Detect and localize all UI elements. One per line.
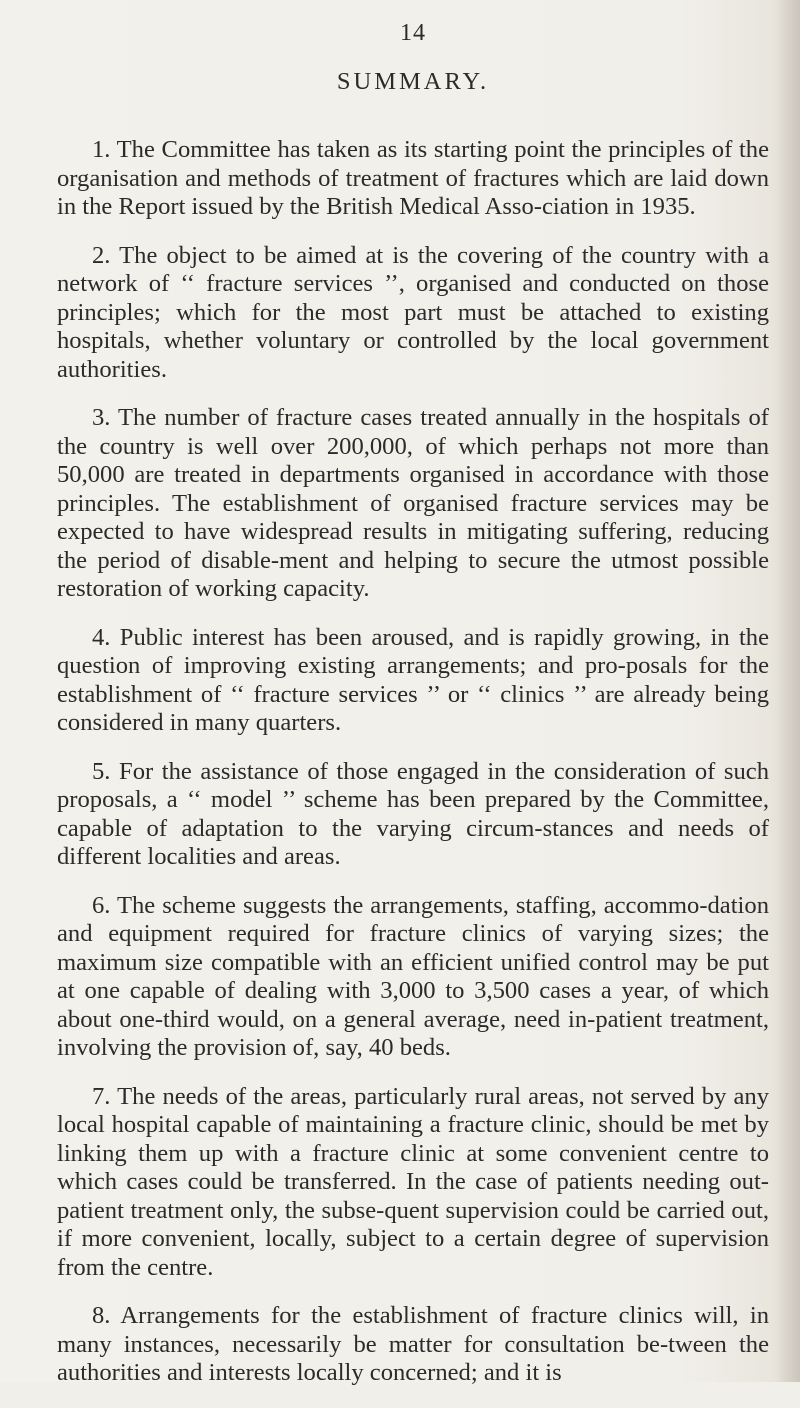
paragraph-6: 6. The scheme suggests the arrangements, staffing, accommo-dation and equipment required for fracture clinics of varying sizes; the maximum size compatible with an efficient unified control may be put at one capable of dealing with 3,000 to 3,500 cases a year, of which about one-third would, on a general average, need in-patient treatment, involving the provision of, say, 40 beds. <box>57 891 769 1061</box>
paragraph-4: 4. Public interest has been aroused, and is rapidly growing, in the question of improving existing arrangements; and pro-posals for the establishment of ‘‘ fracture services ’’ or ‘‘ clinics ’’ are already being considered in many quarters. <box>57 623 769 736</box>
paragraph-list <box>57 136 769 1408</box>
section-heading: SUMMARY. <box>336 68 490 95</box>
paragraph-1: 1. The Committee has taken as its starting point the principles of the organisation and methods of treatment of fractures which are laid down in the Report issued by the British Medical Asso-ciation in 1935. <box>57 136 769 220</box>
paragraph-8: 8. Arrangements for the establishment of fracture clinics will, in many instances, necessarily be matter for consultation be-tween the authorities and interests locally concerned; and it is <box>57 1302 769 1386</box>
page-number: 14 <box>400 20 426 46</box>
paragraph-7: 7. The needs of the areas, particularly rural areas, not served by any local hospital capable of maintaining a fracture clinic, should be met by linking them up with a fracture clinic at some convenient centre to which cases could be transferred. In the case of patients needing out-patient treatment only, the subse-quent supervision could be carried out, if more convenient, locally, subject to a certain degree of supervision from the centre. <box>57 1082 769 1281</box>
paragraph-3: 3. The number of fracture cases treated annually in the hospitals of the country is well over 200,000, of which perhaps not more than 50,000 are treated in departments organised in accordance with those principles. The establishment of organised fracture services may be expected to have widespread results in mitigating suffering, reducing the period of disable-ment and helping to secure the utmost possible restoration of working capacity. <box>57 404 769 602</box>
page-edge-shadow <box>776 0 800 1382</box>
paragraph-5: 5. For the assistance of those engaged in the consideration of such proposals, a ‘‘ model ’’ scheme has been prepared by the Committee, capable of adaptation to the varying circum-stances and needs of different localities and areas. <box>57 757 769 870</box>
paragraph-2: 2. The object to be aimed at is the covering of the country with a network of ‘‘ fracture services ’’, organised and conducted on those principles; which for the most part must be attached to existing hospitals, whether voluntary or controlled by the local government authorities. <box>57 241 769 383</box>
